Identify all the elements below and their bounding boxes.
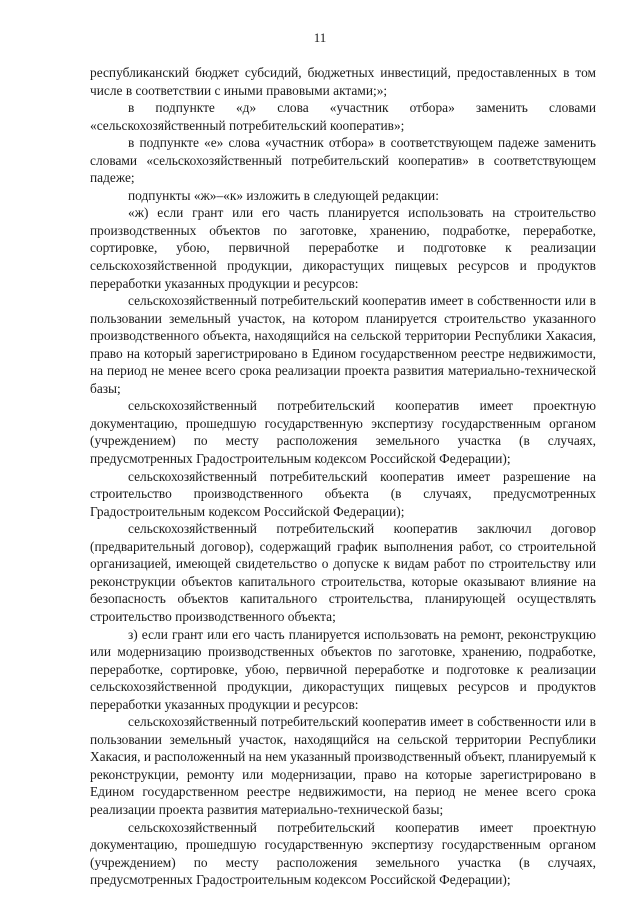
document-body	[90, 64, 596, 889]
paragraph-3: в подпункте «е» слова «участник отбора» в соответствующем падеже заменить словами «сельскохозяйственный потребительский кооператив» в соответствующем падеже;	[90, 135, 596, 186]
paragraph-10: з) если грант или его часть планируется использовать на ремонт, реконструкцию или модернизацию производственных объектов по заготовке, хранению, подработке, переработке, сортировке, убою, первичной переработке и подготовке к реализации сельскохозяйственной продукции, дикорастущих пищевых ресурсов и продуктов переработки указанных продукции и ресурсов:	[90, 626, 596, 712]
paragraph-6: сельскохозяйственный потребительский кооператив имеет в собственности или в пользовании земельный участок, на котором планируется строительство указанного производственного объекта, находящийся на сельской территории Республики Хакасия, право на который зарегистрировано в Едином государственном реестре недвижимости, на период не менее всего срока реализации проекта развития материально-технической базы;	[90, 293, 596, 396]
paragraph-4: подпункты «ж»–«к» изложить в следующей редакции:	[128, 187, 439, 203]
paragraph-11: сельскохозяйственный потребительский кооператив имеет в собственности или в пользовании земельный участок, находящийся на сельской территории Республики Хакасия, и расположенный на нем указанный производственный объект, планируемый к реконструкции, ремонту или модернизации, право на которые зарегистрировано в Едином государственном реестре недвижимости, на период не менее всего срока реализации проекта развития материально-технической базы;	[90, 714, 596, 817]
paragraph-9: сельскохозяйственный потребительский кооператив заключил договор (предварительный договор), содержащий график выполнения работ, со строительной организацией, имеющей свидетельство о допуске к видам работ по строительству или реконструкции объектов капитального строительства, которые оказывают влияние на безопасность объектов капитального строительства, планирующей осуществлять строительство производственного объекта;	[90, 521, 596, 624]
paragraph-1: республиканский бюджет субсидий, бюджетных инвестиций, предоставленных в том числе в соответствии с иными правовыми актами;»;	[90, 65, 596, 98]
paragraph-2: в подпункте «д» слова «участник отбора» заменить словами «сельскохозяйственный потребительский кооператив»;	[90, 100, 596, 133]
page-number: 11	[313, 30, 327, 45]
paragraph-5: «ж) если грант или его часть планируется использовать на строительство производственных объектов по заготовке, хранению, подработке, переработке, сортировке, убою, первичной переработке и подготовке к реализации сельскохозяйственной продукции, дикорастущих пищевых ресурсов и продуктов переработки указанных продукции и ресурсов:	[90, 205, 596, 291]
paragraph-7: сельскохозяйственный потребительский кооператив имеет проектную документацию, прошедшую государственную экспертизу государственным органом (учреждением) по месту расположения земельного участка (в случаях, предусмотренных Градостроительным кодексом Российской Федерации);	[90, 398, 596, 467]
paragraph-12: сельскохозяйственный потребительский кооператив имеет проектную документацию, прошедшую государственную экспертизу государственным органом (учреждением) по месту расположения земельного участка (в случаях, предусмотренных Градостроительным кодексом Российской Федерации);	[90, 819, 596, 888]
paragraph-8: сельскохозяйственный потребительский кооператив имеет разрешение на строительство производственного объекта (в случаях, предусмотренных Градостроительным кодексом Российской Федерации);	[90, 468, 596, 519]
